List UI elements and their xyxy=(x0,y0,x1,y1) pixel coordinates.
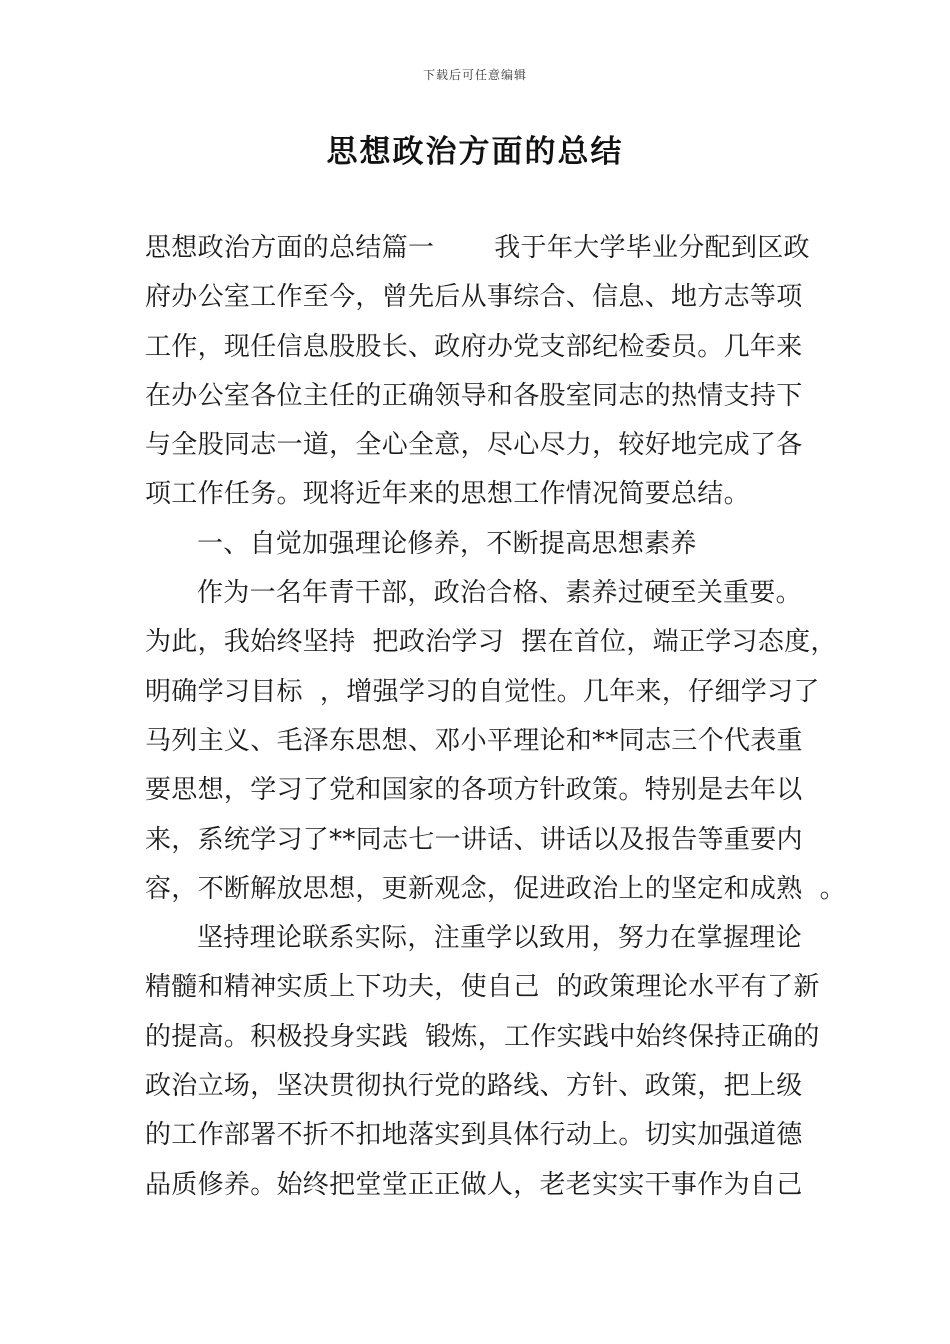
body-text-line: 一、自觉加强理论修养，不断提高思想素养 xyxy=(197,528,697,559)
body-text-line: 在办公室各位主任的正确领导和各股室同志的热情支持下 xyxy=(145,380,803,411)
document-title: 思想政治方面的总结 xyxy=(326,134,624,170)
body-text-line: 工作，现任信息股股长、政府办党支部纪检委员。几年来 xyxy=(145,331,803,362)
body-text-line: 容，不断解放思想，更新观念，促进政治上的坚定和成熟 。 xyxy=(145,873,846,904)
body-text-line: 政治立场，坚决贯彻执行党的路线、方针、政策，把上级 xyxy=(145,1071,803,1102)
body-text-line: 为此，我始终坚持 把政治学习 摆在首位，端正学习态度， xyxy=(145,627,837,658)
body-text-line: 的工作部署不折不扣地落实到具体行动上。切实加强道德 xyxy=(145,1120,803,1151)
body-text-line: 与全股同志一道，全心全意，尽心尽力，较好地完成了各 xyxy=(145,430,803,461)
document-body xyxy=(145,224,846,1210)
body-text-line: 来，系统学习了**同志七一讲话、讲话以及报告等重要内 xyxy=(145,824,803,855)
body-text-line: 项工作任务。现将近年来的思想工作情况简要总结。 xyxy=(145,479,750,510)
header-note: 下载后可任意编辑 xyxy=(422,68,527,82)
body-text-line: 作为一名年青干部，政治合格、素养过硬至关重要。 xyxy=(197,578,802,609)
body-text-line: 府办公室工作至今，曾先后从事综合、信息、地方志等项 xyxy=(145,282,803,313)
body-text-line: 坚持理论联系实际，注重学以致用，努力在掌握理论 xyxy=(197,923,802,954)
body-text-line: 明确学习目标 ，增强学习的自觉性。几年来，仔细学习了 xyxy=(145,676,820,707)
body-text-line: 思想政治方面的总结篇一 我于年大学毕业分配到区政 xyxy=(145,233,810,263)
body-text-line: 的提高。积极投身实践 锻炼，工作实践中始终保持正确的 xyxy=(145,1021,820,1052)
body-text-line: 精髓和精神实质上下功夫，使自己 的政策理论水平有了新 xyxy=(145,972,820,1003)
body-text-line: 马列主义、毛泽东思想、邓小平理论和**同志三个代表重 xyxy=(145,725,803,756)
body-text-line: 要思想，学习了党和国家的各项方针政策。特别是去年以 xyxy=(145,775,803,806)
body-text-line: 品质修养。始终把堂堂正正做人，老老实实干事作为自己 xyxy=(145,1169,803,1200)
